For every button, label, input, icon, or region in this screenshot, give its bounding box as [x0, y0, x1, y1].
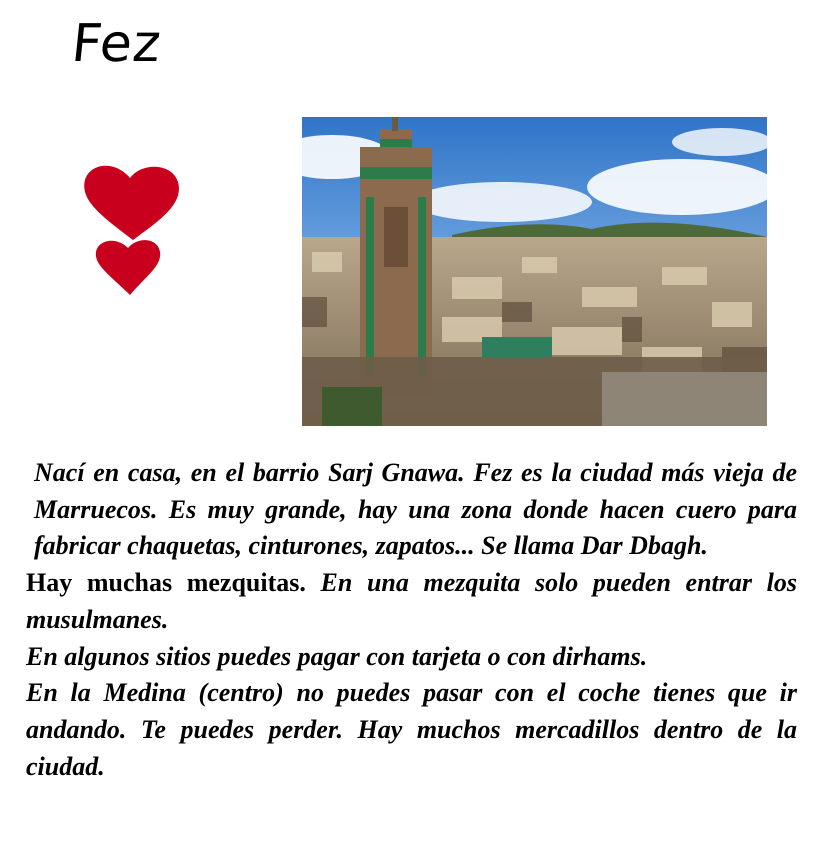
paragraph-birthplace: Nací en casa, en el barrio Sarj Gnawa. Fez es la ciudad más vieja de Marruecos. Es muy grande, hay una zona donde hacen cuero para fabricar chaquetas, cinturones, zapatos... Se llama Dar Dbagh. — [34, 458, 797, 561]
mosques-entry-note: En una mezquita solo pueden entrar los musulmanes. — [26, 568, 797, 634]
large-heart-icon — [84, 166, 179, 240]
small-heart-icon — [96, 240, 160, 295]
paragraph-payment: En algunos sitios puedes pagar con tarjeta o con dirhams. — [26, 641, 648, 671]
paragraph-mosques — [26, 565, 797, 638]
fez-city-photo — [302, 117, 767, 426]
mosques-statement: Hay muchas mezquitas. — [26, 568, 321, 598]
body-text — [26, 455, 797, 785]
hearts-illustration — [80, 160, 190, 305]
paragraph-medina: En la Medina (centro) no puedes pasar con el coche tienes que ir andando. Te puedes perder. Hay muchos mercadillos dentro de la ciudad. — [26, 678, 797, 781]
page-title: Fez — [68, 14, 165, 74]
